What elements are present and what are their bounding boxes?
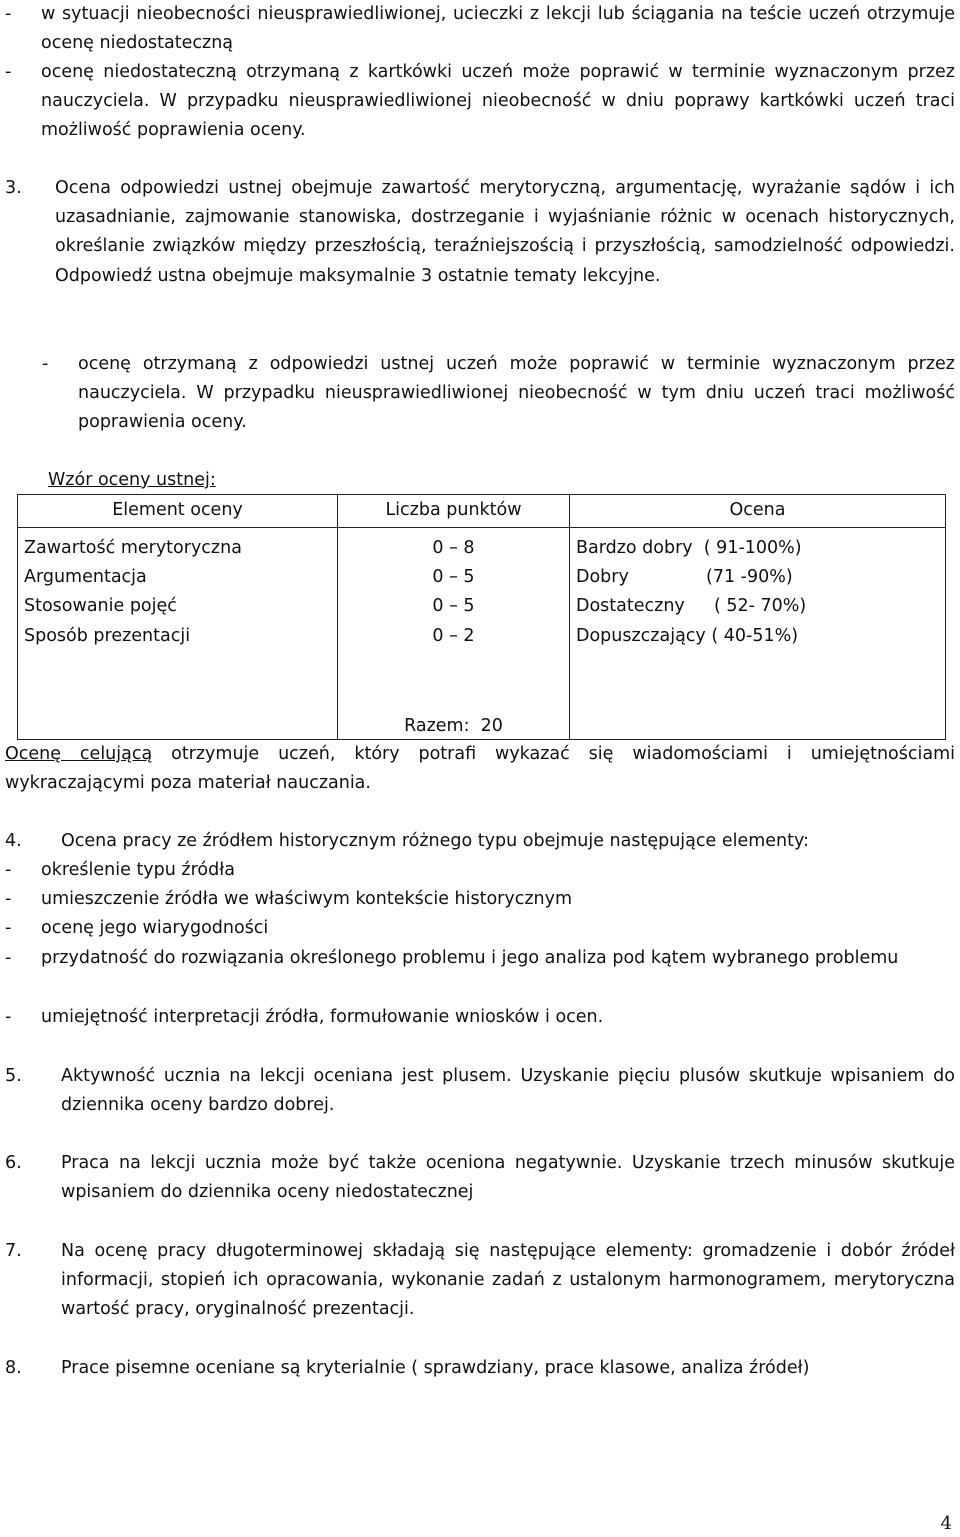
- celujaca-paragraph: [5, 740, 955, 798]
- section-7: [5, 1237, 955, 1325]
- page-number: 4: [940, 1513, 952, 1534]
- section-text: Prace pisemne oceniane są kryterialnie ( sprawdziany, prace klasowe, analiza źródeł): [61, 1358, 810, 1378]
- bullet-dash: -: [42, 354, 49, 374]
- total-row: [338, 710, 569, 741]
- bullet-text: w sytuacji nieobecności nieusprawiedliwionej, ucieczki z lekcji lub ściągania na teście uczeń otrzymuje ocenę niedostateczną: [41, 4, 955, 54]
- section-3-bullet: [42, 350, 955, 438]
- section-4-item: [5, 856, 955, 885]
- section-3: [5, 174, 955, 291]
- grade-range: ( 91-100%): [703, 538, 802, 558]
- section-5: [5, 1062, 955, 1120]
- bullet-dash: -: [5, 62, 12, 82]
- bullet-dash: -: [5, 4, 12, 24]
- bullet-dash: -: [5, 918, 12, 938]
- grade-table: [17, 494, 946, 740]
- element-name: Stosowanie pojęć: [24, 596, 177, 617]
- bullet-text: ocenę otrzymaną z odpowiedzi ustnej uczeń może poprawić w terminie wyznaczonym przez nauczyciela. W przypadku nieusprawiedliwionej nieobecność w tym dniu uczeń traci możliwość poprawienia oceny.: [78, 354, 955, 433]
- section-8: [5, 1354, 955, 1383]
- element-name: Sposób prezentacji: [24, 625, 191, 646]
- bullet-text: ocenę niedostateczną otrzymaną z kartkówki uczeń może poprawić w terminie wyznaczonym przez nauczyciela. W przypadku nieusprawiedliwionej nieobecność w dniu poprawy kartkówki uczeń traci możliwość poprawienia oceny.: [41, 62, 955, 141]
- element-name: Argumentacja: [24, 567, 147, 588]
- bullet-item: [5, 0, 955, 58]
- item-text: przydatność do rozwiązania określonego problemu i jego analiza pod kątem wybranego problemu: [41, 948, 899, 968]
- section-4: [5, 827, 955, 856]
- item-text: ocenę jego wiarygodności: [41, 918, 269, 938]
- grade-name: Dopuszczający: [576, 625, 706, 646]
- header-points: Liczba punktów: [338, 495, 570, 528]
- section-text: Ocena odpowiedzi ustnej obejmuje zawartość merytoryczną, argumentację, wyrażanie sądów i ich uzasadnianie, zajmowanie stanowiska, dostrzeganie i wyjaśnianie różnic w ocenach historycznych, określanie związków między przeszłością, teraźniejszością i przyszłością, samodzielność odpowiedzi. Odpowiedź ustna obejmuje maksymalnie 3 ostatnie tematy lekcyjne.: [55, 178, 955, 286]
- points-value: 0 – 2: [432, 625, 475, 646]
- section-number: 7.: [5, 1241, 22, 1261]
- bullet-dash: -: [5, 889, 12, 909]
- section-4-item: [5, 1003, 955, 1032]
- grade-line: [576, 592, 939, 621]
- bullet-dash: -: [5, 1007, 12, 1027]
- grade-range: ( 40-51%): [711, 625, 799, 646]
- points-value: 0 – 5: [432, 567, 475, 588]
- section-number: 3.: [5, 178, 22, 198]
- section-4-item: [5, 885, 955, 914]
- celujaca-underlined: Ocenę celującą: [5, 744, 153, 764]
- points-value: 0 – 5: [432, 596, 475, 617]
- elements-cell: [18, 528, 338, 740]
- header-element: Element oceny: [18, 495, 338, 528]
- section-number: 6.: [5, 1153, 22, 1173]
- section-number: 5.: [5, 1066, 22, 1086]
- points-cell: [338, 528, 570, 740]
- section-4-item: [5, 914, 955, 943]
- section-text: Na ocenę pracy długoterminowej składają się następujące elementy: gromadzenie i dobór źródeł informacji, stopień ich opracowania, wykonanie zadań z ustalonym harmonogramem, merytoryczna wartość pracy, oryginalność prezentacji.: [61, 1241, 955, 1320]
- header-grade: Ocena: [570, 495, 946, 528]
- grade-range: (71 -90%): [706, 567, 793, 588]
- grade-line: [576, 563, 939, 592]
- grade-range: ( 52- 70%): [714, 596, 807, 617]
- points-value: 0 – 8: [432, 538, 475, 558]
- item-text: umiejętność interpretacji źródła, formułowanie wniosków i ocen.: [41, 1007, 604, 1027]
- section-4-item: [5, 944, 955, 973]
- total-label: Razem:: [404, 716, 470, 736]
- item-text: umieszczenie źródła we właściwym kontekście historycznym: [41, 889, 573, 909]
- table-caption: Wzór oceny ustnej:: [48, 470, 216, 490]
- section-text: Ocena pracy ze źródłem historycznym różnego typu obejmuje następujące elementy:: [61, 831, 809, 851]
- grade-line: [576, 534, 939, 563]
- celujaca-rest: otrzymuje uczeń, który potrafi wykazać się wiadomościami i umiejętnościami wykraczającymi poza materiał nauczania.: [5, 744, 955, 794]
- grades-cell: [570, 528, 946, 740]
- grade-name: Dostateczny: [576, 596, 685, 617]
- bullet-dash: -: [5, 860, 12, 880]
- grade-line: [576, 622, 939, 651]
- grade-name: Bardzo dobry: [576, 538, 693, 558]
- bullet-item: [5, 58, 955, 146]
- section-text: Aktywność ucznia na lekcji oceniana jest plusem. Uzyskanie pięciu plusów skutkuje wpisaniem do dziennika oceny bardzo dobrej.: [61, 1066, 955, 1116]
- section-number: 8.: [5, 1358, 22, 1378]
- section-number: 4.: [5, 831, 22, 851]
- section-6: [5, 1149, 955, 1207]
- element-name: Zawartość merytoryczna: [24, 538, 242, 558]
- grade-name: Dobry: [576, 567, 629, 588]
- bullet-dash: -: [5, 948, 12, 968]
- total-value: 20: [480, 716, 503, 736]
- section-text: Praca na lekcji ucznia może być także oceniona negatywnie. Uzyskanie trzech minusów skutkuje wpisaniem do dziennika oceny niedostatecznej: [61, 1153, 955, 1203]
- item-text: określenie typu źródła: [41, 860, 235, 880]
